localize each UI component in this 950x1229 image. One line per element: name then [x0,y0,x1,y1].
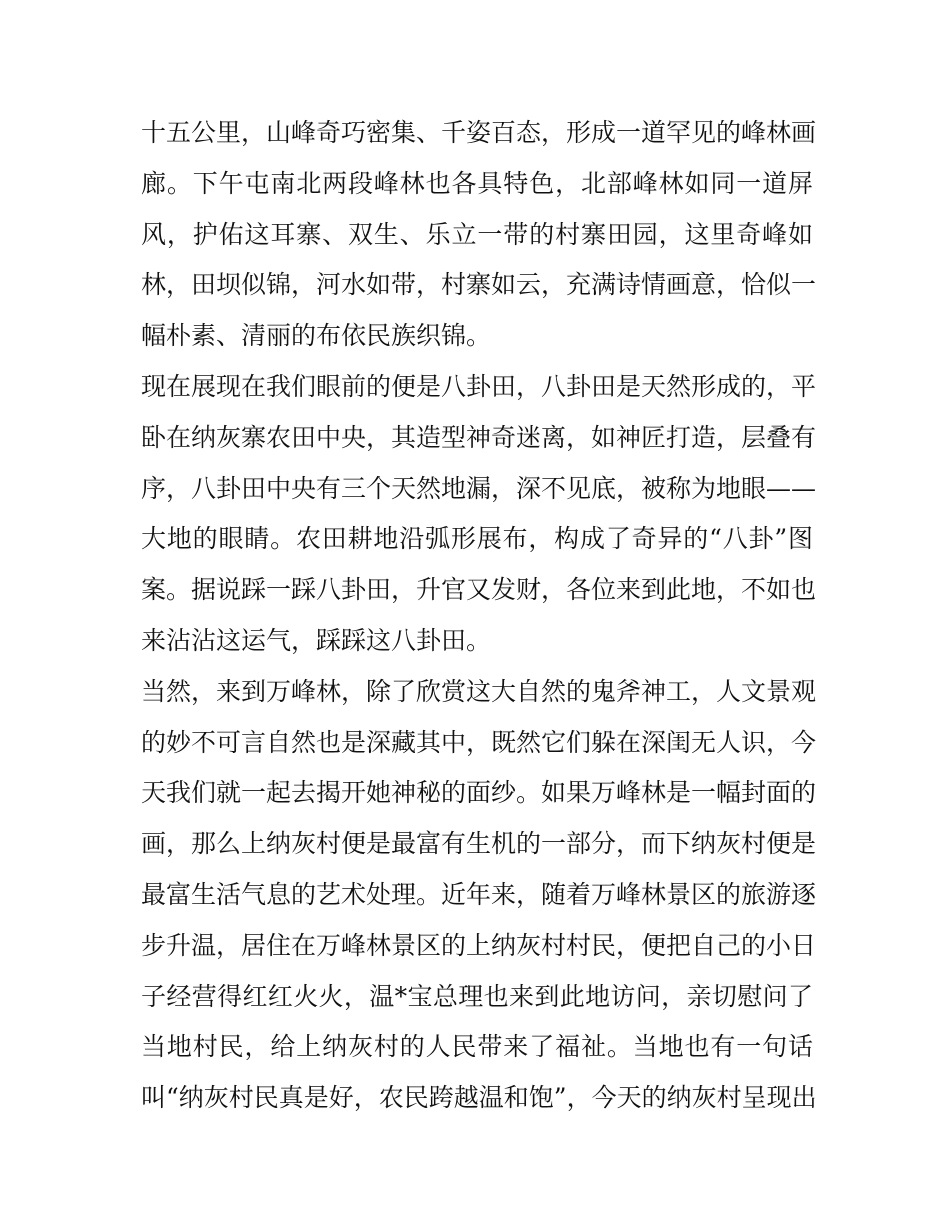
text-line: 步升温，居住在万峰林景区的上纳灰村村民，便把自己的小日 [141,930,817,960]
text-line: 子经营得红红火火，温*宝总理也来到此地访问，亲切慰问了 [141,981,813,1011]
text-line: 当地村民，给上纳灰村的人民带来了福祉。当地也有一句话 [141,1032,813,1062]
text-line: 风，护佑这耳寨、双生、乐立一带的村寨田园，这里奇峰如 [141,219,813,249]
text-line: 林，田坝似锦，河水如带，村寨如云，充满诗情画意，恰似一 [141,270,817,300]
text-line: 十五公里，山峰奇巧密集、千姿百态，形成一道罕见的峰林画 [141,118,817,147]
text-line: 幅朴素、清丽的布依民族织锦。 [141,321,492,351]
text-line: 案。据说踩一踩八卦田，升官又发财，各位来到此地，不如也 [141,575,817,605]
text-line: 来沾沾这运气，踩踩这八卦田。 [141,625,492,655]
text-line: 现在展现在我们眼前的便是八卦田，八卦田是天然形成的，平 [141,371,817,401]
text-line: 廊。下午屯南北两段峰林也各具特色，北部峰林如同一道屏 [141,168,813,198]
text-line: 的妙不可言自然也是深藏其中，既然它们躲在深闺无人识，今 [141,727,817,757]
text-line: 卧在纳灰寨农田中央，其造型神奇迷离，如神匠打造，层叠有 [141,422,817,452]
text-line: 叫“纳灰村民真是好，农民跨越温和饱”，今天的纳灰村呈现出 [141,1083,817,1113]
text-line: 画，那么上纳灰村便是最富有生机的一部分，而下纳灰村便是 [141,829,817,859]
body-text [141,108,817,1124]
text-line: 当然，来到万峰林，除了欣赏这大自然的鬼斧神工，人文景观 [141,676,817,706]
text-line: 序，八卦田中央有三个天然地漏，深不见底，被称为地眼—— [141,473,817,503]
text-line: 天我们就一起去揭开她神秘的面纱。如果万峰林是一幅封面的 [141,778,817,808]
text-line: 大地的眼睛。农田耕地沿弧形展布，构成了奇异的“八卦”图 [141,524,813,554]
text-line: 最富生活气息的艺术处理。近年来，随着万峰林景区的旅游逐 [141,879,817,909]
